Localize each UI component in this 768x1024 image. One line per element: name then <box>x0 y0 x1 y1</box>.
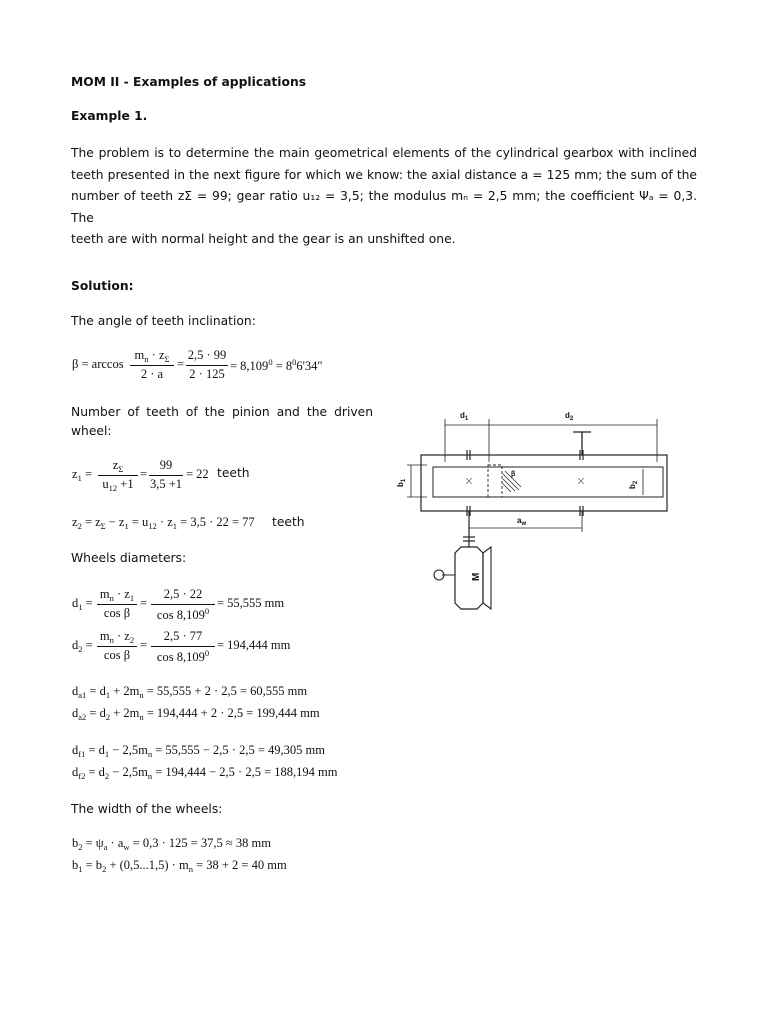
fraction-denominator: cos 8,109$^0$ <box>156 648 210 664</box>
problem-line: The problem is to determine the main geometrical elements of the cylindrical gearbox with inclined <box>71 146 697 160</box>
fraction-bar <box>151 604 215 605</box>
fraction-numerator: $m_n \cdot z_\Sigma$ <box>134 348 170 364</box>
label-b1: $b_1$ <box>396 478 407 487</box>
d1-result: = 55,555 mm <box>217 596 285 610</box>
d2-fraction-numeric <box>151 629 215 667</box>
da2-formula: $d_{a2} = d_2 + 2m_n = 194,444 + 2 \cdot 2,5 = 199,444$ mm <box>72 706 320 722</box>
d2-result: = 194,444 mm <box>217 638 291 652</box>
z1-fraction-numeric <box>149 458 183 496</box>
axis-markers <box>466 478 584 484</box>
df2-formula: $d_{f2} = d_2 - 2,5m_n = 194,444 - 2,5 \cdot 2,5 = 188,194$ mm <box>72 765 338 781</box>
problem-line: teeth are with normal height and the gear is an unshifted one. <box>71 232 456 247</box>
fraction-bar <box>130 365 174 366</box>
electric-motor <box>434 547 491 609</box>
fraction-bar <box>149 475 183 476</box>
fraction-numerator: $z_\Sigma$ <box>112 458 124 474</box>
fraction-numerator: $m_n \cdot z_1$ <box>99 587 135 603</box>
d1-lhs: $d_1$ = <box>72 596 93 612</box>
fraction-denominator: $u_{12} +1$ <box>102 477 134 493</box>
fraction-numerator: 2,5 · 99 <box>187 348 227 362</box>
dimension-d2 <box>489 411 657 462</box>
gear-pair <box>433 467 663 497</box>
fraction-denominator: cos β <box>103 648 131 662</box>
fraction-numerator: 2,5 · 22 <box>163 587 203 601</box>
gearbox-schematic <box>387 407 677 617</box>
problem-line: teeth presented in the next figure for which we know: the axial distance a = 125 mm; the sum of the <box>71 167 697 182</box>
beta-fraction-symbolic <box>130 348 174 386</box>
width-heading: The width of the wheels: <box>71 802 223 816</box>
fraction-denominator: cos β <box>103 606 131 620</box>
beta-fraction-numeric <box>186 348 228 386</box>
df1-formula: $d_{f1} = d_1 - 2,5m_n = 55,555 - 2,5 \cdot 2,5 = 49,305$ mm <box>72 743 325 759</box>
diameters-heading: Wheels diameters: <box>71 551 187 565</box>
label-d2: $d_2$ <box>565 411 574 422</box>
z1-result: = 22 <box>186 467 209 481</box>
dimension-b1 <box>396 465 427 497</box>
fraction-bar <box>186 365 228 366</box>
angle-heading: The angle of teeth inclination: <box>71 314 256 328</box>
fraction-numerator: $m_n \cdot z_2$ <box>99 629 135 645</box>
label-aw: $a_w$ <box>517 516 527 527</box>
fraction-denominator: cos 8,109$^0$ <box>156 606 210 622</box>
pinion-outline <box>488 465 502 497</box>
label-d1: $d_1$ <box>460 411 469 422</box>
fraction-bar <box>97 646 137 647</box>
d2-lhs: $d_2$ = <box>72 638 93 654</box>
fraction-denominator: 2 · a <box>140 367 164 381</box>
label-motor: M <box>471 572 482 581</box>
problem-statement <box>71 143 697 251</box>
teeth-heading-line2: wheel: <box>71 424 112 438</box>
equals-sign: = <box>140 638 148 652</box>
dimension-aw <box>469 511 582 532</box>
da1-formula: $d_{a1} = d_1 + 2m_n = 55,555 + 2 \cdot 2,5 = 60,555$ mm <box>72 684 308 700</box>
z1-fraction-symbolic <box>98 458 138 496</box>
problem-line: number of teeth zΣ = 99; gear ratio u₁₂ = 3,5; the modulus mₙ = 2,5 mm; the coefficient Ψₐ = 0,3. The <box>71 189 697 225</box>
solution-heading: Solution: <box>71 279 134 293</box>
equals-sign: = <box>140 467 148 481</box>
beta-lhs: β = arccos <box>72 357 124 371</box>
b2-formula: $b_2 = \psi_a \cdot a_w = 0,3 \cdot 125 = 37,5 \approx 38$ mm <box>72 836 271 852</box>
b1-formula: $b_1 = b_2 + (0,5...1,5) \cdot m_n = 38 + 2 = 40$ mm <box>72 858 287 874</box>
fraction-bar <box>98 475 138 476</box>
bearings <box>467 450 583 516</box>
d1-fraction-numeric <box>151 587 215 625</box>
z2-formula: $z_2 = z_\Sigma - z_1 = u_{12} \cdot z_1 = 3,5 \cdot 22 = 77$ <box>72 515 255 531</box>
label-beta: β <box>511 471 516 478</box>
gearbox-housing <box>421 455 667 511</box>
z1-unit: teeth <box>217 466 250 480</box>
fraction-denominator: 3,5 +1 <box>149 477 183 491</box>
beta-result: = $8,109^0 = 8^06'34$" <box>230 357 323 373</box>
fraction-numerator: 2,5 · 77 <box>163 629 203 643</box>
label-b2: $b_2$ <box>628 480 639 489</box>
document-title: MOM II - Examples of applications <box>71 75 307 89</box>
example-heading: Example 1. <box>71 109 148 123</box>
fraction-numerator: 99 <box>159 458 173 472</box>
equals-sign: = <box>177 357 185 371</box>
d1-fraction-symbolic <box>97 587 137 625</box>
fraction-bar <box>97 604 137 605</box>
fraction-bar <box>151 646 215 647</box>
d2-fraction-symbolic <box>97 629 137 667</box>
equals-sign: = <box>140 596 148 610</box>
fraction-denominator: 2 · 125 <box>189 367 225 381</box>
z2-unit: teeth <box>272 515 305 529</box>
dimension-b2 <box>628 469 643 495</box>
teeth-heading-line1: Number of teeth of the pinion and the driven <box>71 405 373 419</box>
z1-lhs: $z_1$ = <box>72 467 92 483</box>
